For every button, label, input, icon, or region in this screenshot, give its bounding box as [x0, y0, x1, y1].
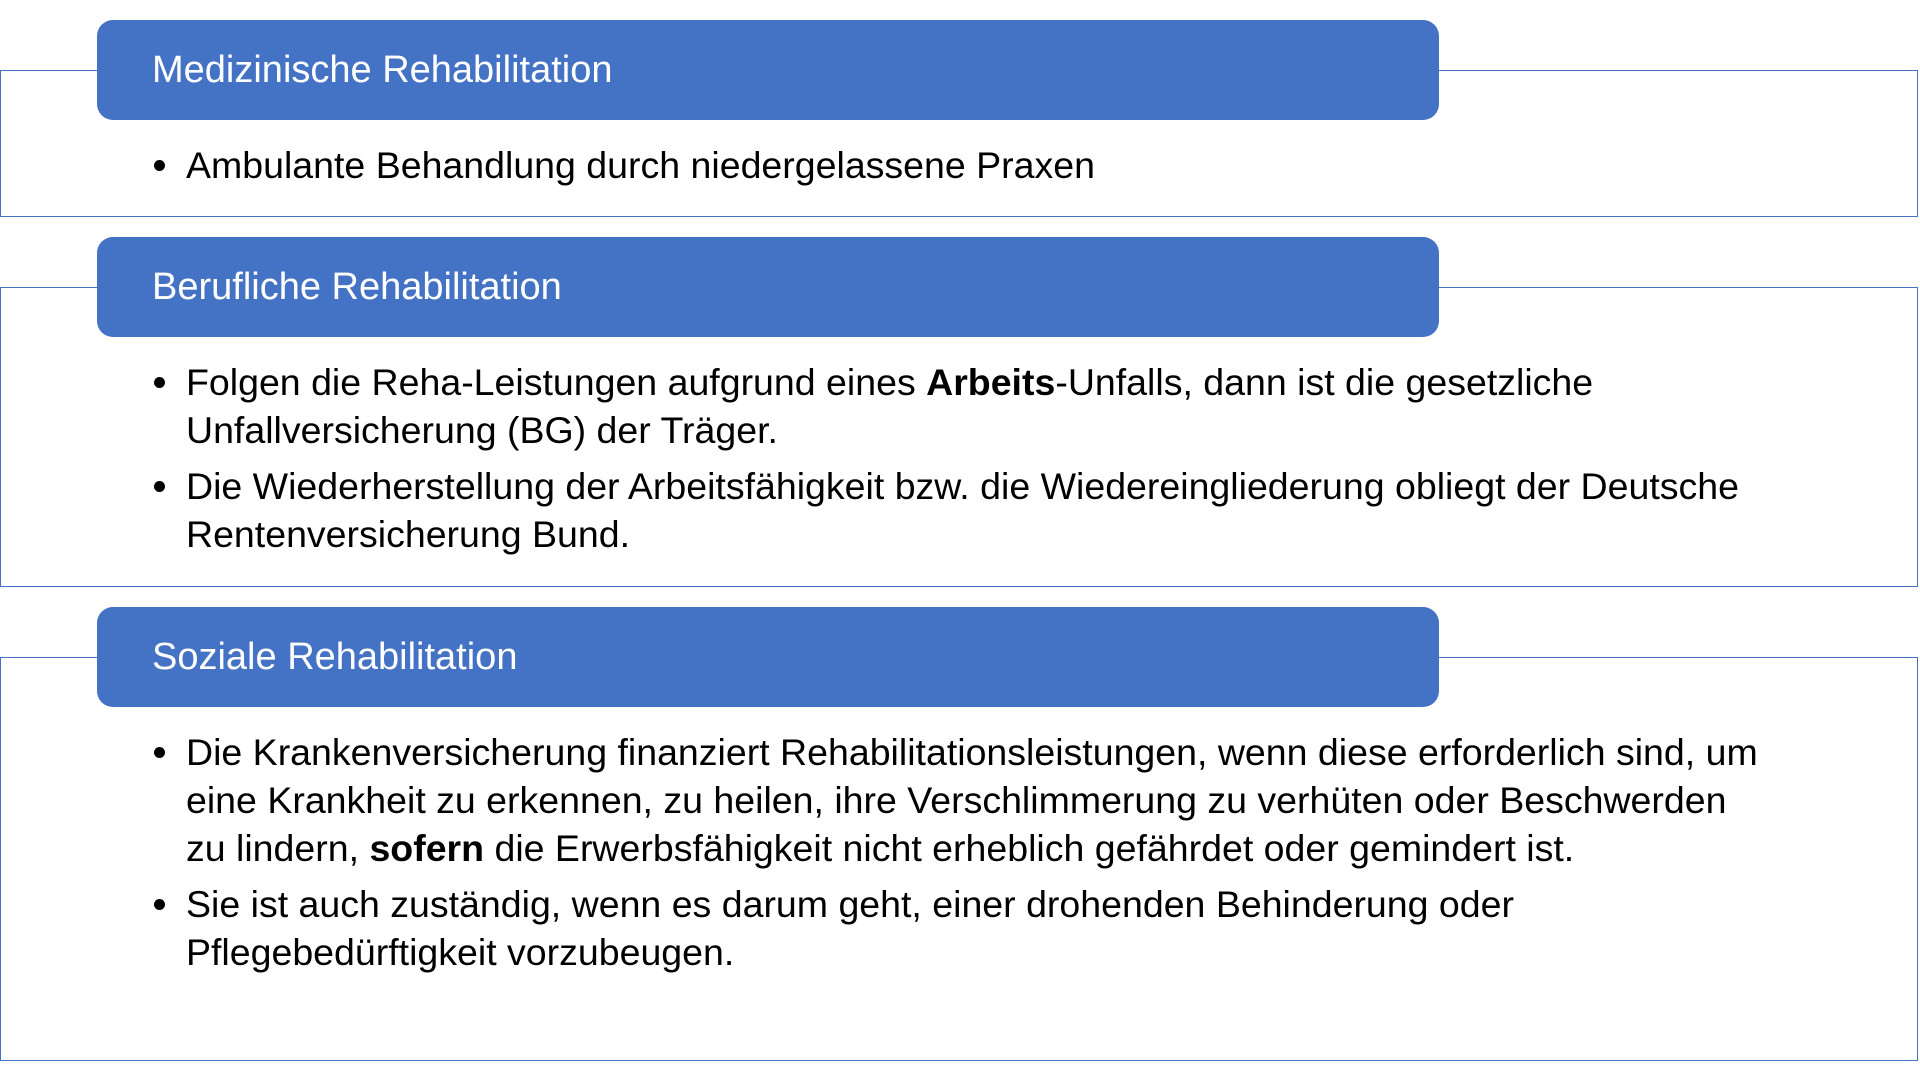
bullet-list: [150, 141, 1768, 197]
section-header: [97, 20, 1439, 120]
item-text: Die Krankenversicherung finanziert Rehabilitationsleistungen, wenn diese erforderlich sind, um eine Krankheit zu erkennen, zu heilen, ihre Verschlimmerung zu verhüten oder Beschwerden zu lindern,: [186, 731, 1758, 869]
bullet-list: [150, 728, 1768, 984]
section-title: Soziale Rehabilitation: [152, 635, 518, 678]
bullet-icon: [154, 899, 165, 910]
list-item: [150, 141, 1768, 189]
item-text: Folgen die Reha-Leistungen aufgrund eines: [186, 361, 927, 403]
section-header: [97, 237, 1439, 337]
section-title: Berufliche Rehabilitation: [152, 265, 562, 308]
bullet-icon: [154, 481, 165, 492]
item-text-bold: sofern: [369, 827, 485, 869]
bullet-list: [150, 358, 1768, 566]
item-text-bold: Arbeits: [926, 361, 1056, 403]
list-item: [150, 728, 1768, 872]
section-header: [97, 607, 1439, 707]
item-text: Ambulante Behandlung durch niedergelassene Praxen: [186, 144, 1095, 186]
bullet-icon: [154, 377, 165, 388]
item-text: die Erwerbsfähigkeit nicht erheblich gefährdet oder gemindert ist.: [484, 827, 1575, 869]
bullet-icon: [154, 747, 165, 758]
list-item: [150, 358, 1768, 454]
section-title: Medizinische Rehabilitation: [152, 48, 613, 91]
item-text: -Unfalls, dann ist die gesetzliche Unfallversicherung (BG) der Träger.: [186, 361, 1594, 451]
list-item: [150, 462, 1768, 558]
bullet-icon: [154, 160, 165, 171]
list-item: [150, 880, 1768, 976]
item-text: Sie ist auch zuständig, wenn es darum geht, einer drohenden Behinderung oder Pflegebedürftigkeit vorzubeugen.: [186, 883, 1514, 973]
item-text: Die Wiederherstellung der Arbeitsfähigkeit bzw. die Wiedereingliederung obliegt der Deutsche Rentenversicherung Bund.: [186, 465, 1739, 555]
